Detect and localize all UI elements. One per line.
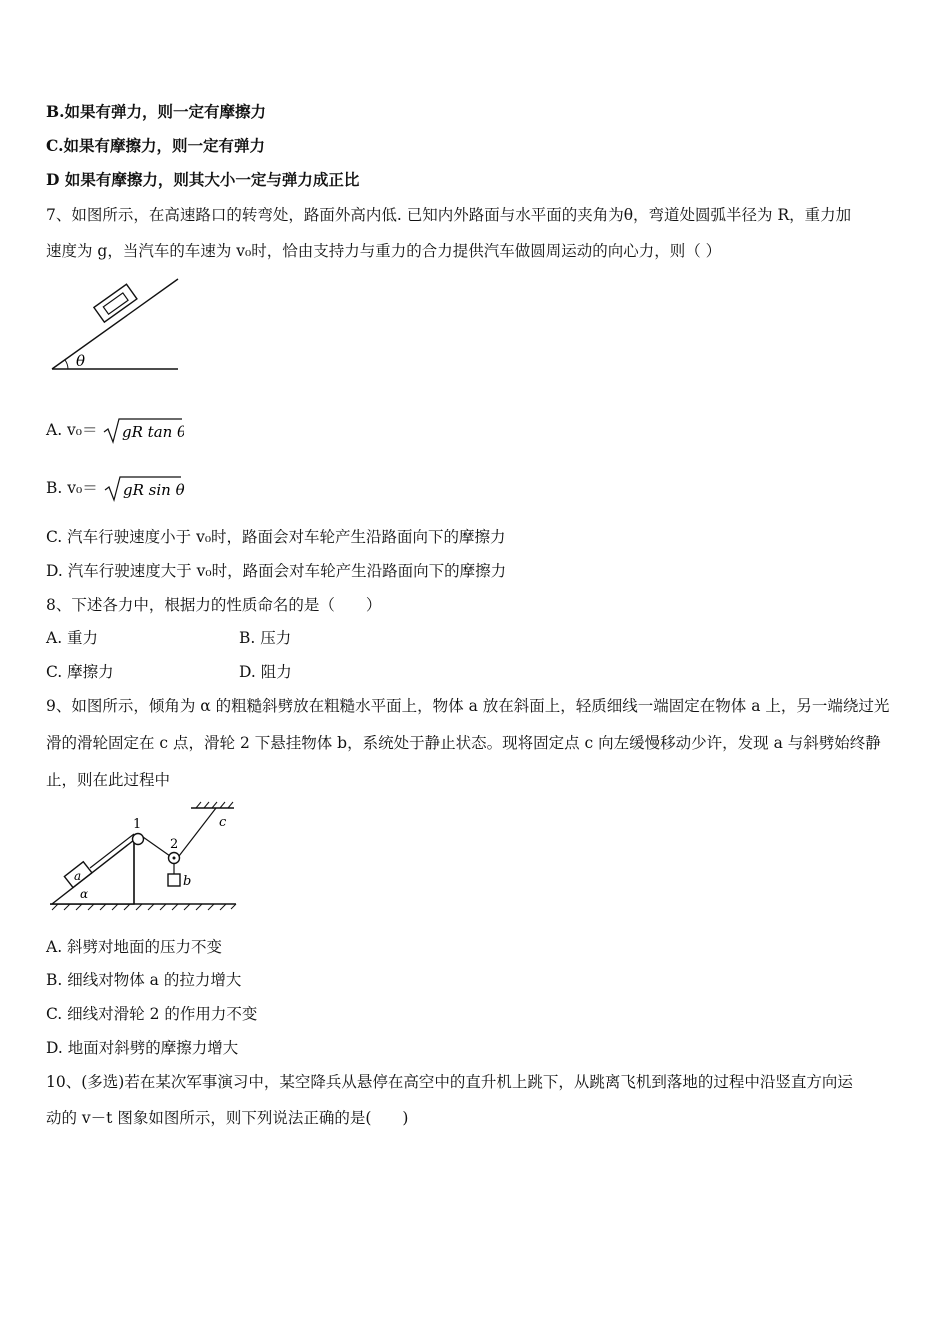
q9-block-a-label: a bbox=[74, 869, 82, 883]
q7-option-b bbox=[46, 474, 185, 504]
q7-theta-label: θ bbox=[76, 352, 86, 370]
q10-stem-line1: 10、(多选)若在某次军事演习中，某空降兵从悬停在高空中的直升机上跳下，从跳离飞机到落地的过程中沿竖直方向运 bbox=[46, 1073, 853, 1091]
q7-option-d: D. 汽车行驶速度大于 v₀时，路面会对车轮产生沿路面向下的摩擦力 bbox=[46, 562, 507, 580]
q9-block-b-label: b bbox=[183, 874, 192, 889]
q6-option-d: D 如果有摩擦力，则其大小一定与弹力成正比 bbox=[46, 170, 360, 189]
q9-pulley-figure bbox=[46, 800, 238, 912]
q7-stem-line2: 速度为 g，当汽车的车速为 v₀时，恰由支持力与重力的合力提供汽车做圆周运动的向心力，则（ ） bbox=[46, 242, 722, 260]
q7-option-b-sqrt bbox=[103, 474, 185, 504]
q9-option-a: A. 斜劈对地面的压力不变 bbox=[46, 938, 223, 956]
q9-stem-line3: 止，则在此过程中 bbox=[46, 771, 171, 789]
q9-option-d: D. 地面对斜劈的摩擦力增大 bbox=[46, 1039, 239, 1057]
q7-stem-line1: 7、如图所示，在高速路口的转弯处，路面外高内低. 已知内外路面与水平面的夹角为θ，弯道处圆弧半径为 R，重力加 bbox=[46, 206, 852, 224]
q9-option-b: B. 细线对物体 a 的拉力增大 bbox=[46, 971, 242, 989]
q7-option-b-prefix: B. v₀＝ bbox=[46, 479, 98, 497]
q7-option-a bbox=[46, 416, 184, 446]
q6-option-c: C.如果有摩擦力，则一定有弹力 bbox=[46, 136, 265, 155]
q9-pulley1-label: 1 bbox=[133, 817, 142, 832]
q7-banked-road-figure bbox=[46, 272, 186, 376]
q8-option-c: C. 摩擦力 bbox=[46, 663, 114, 681]
q9-stem-line2: 滑的滑轮固定在 c 点，滑轮 2 下悬挂物体 b，系统处于静止状态。现将固定点 c 向左缓慢移动少许，发现 a 与斜劈始终静 bbox=[46, 734, 881, 752]
q9-point-c-label: c bbox=[219, 815, 227, 830]
q7-option-a-sqrt bbox=[102, 416, 184, 446]
q7-option-a-prefix: A. v₀＝ bbox=[46, 421, 98, 439]
q7-option-b-expr: gR sin θ bbox=[122, 481, 185, 499]
q6-option-b: B.如果有弹力，则一定有摩擦力 bbox=[46, 102, 266, 121]
q9-stem-line1: 9、如图所示，倾角为 α 的粗糙斜劈放在粗糙水平面上，物体 a 放在斜面上，轻质细线一端固定在物体 a 上，另一端绕过光 bbox=[46, 697, 890, 715]
q8-option-a: A. 重力 bbox=[46, 629, 99, 647]
q8-option-d: D. 阻力 bbox=[239, 663, 292, 681]
q7-option-a-expr: gR tan θ bbox=[122, 423, 185, 441]
q8-option-b: B. 压力 bbox=[239, 629, 292, 647]
q9-pulley2-label: 2 bbox=[170, 837, 179, 852]
q10-stem-line2: 动的 v－t 图象如图所示，则下列说法正确的是( ) bbox=[46, 1109, 409, 1127]
q9-alpha-label: α bbox=[80, 887, 89, 901]
q7-option-c: C. 汽车行驶速度小于 v₀时，路面会对车轮产生沿路面向下的摩擦力 bbox=[46, 528, 506, 546]
q8-stem: 8、下述各力中，根据力的性质命名的是（ ） bbox=[46, 596, 382, 614]
q9-option-c: C. 细线对滑轮 2 的作用力不变 bbox=[46, 1005, 258, 1023]
